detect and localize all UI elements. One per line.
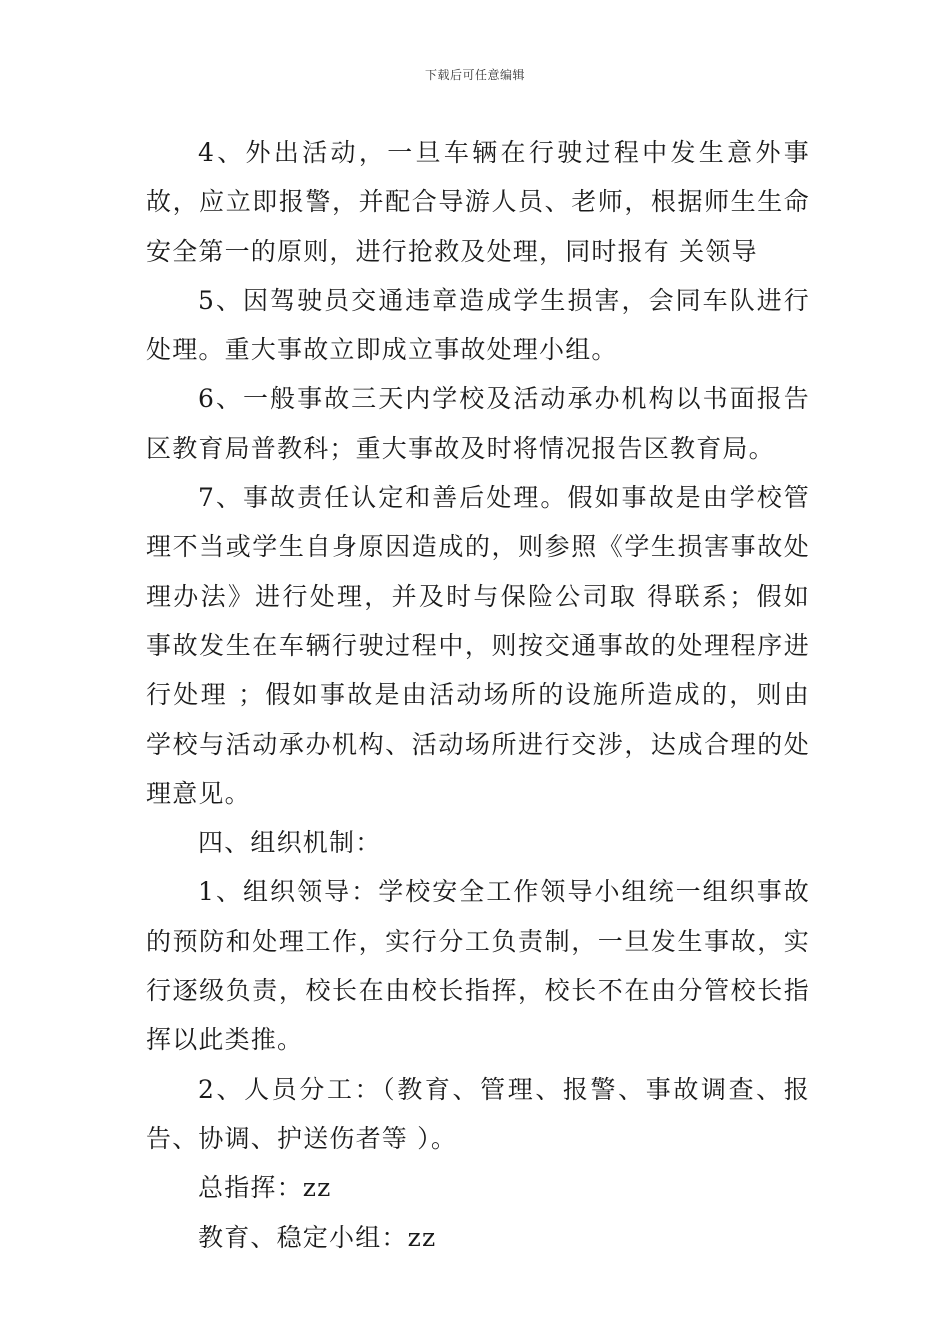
paragraph-organization-leadership: 1、组织领导：学校安全工作领导小组统一组织事故的预防和处理工作，实行分工负责制，一旦发生事故，实行逐级负责，校长在由校长指挥，校长不在由分管校长指挥以此类推。 <box>146 877 810 1055</box>
paragraph-item-5: 5、因驾驶员交通违章造成学生损害，会同车队进行处理。重大事故立即成立事故处理小组。 <box>146 285 810 365</box>
paragraph-item-7: 7、事故责任认定和善后处理。假如事故是由学校管理不当或学生自身原因造成的，则参照《学生损害事故处理办法》进行处理，并及时与保险公司取 得联系；假如事故发生在车辆行驶过程中，则按交通事故的处理程序进行处理 ；假如事故是由活动场所的设施所造成的，则由学校与活动承办机构、活动场所进行交涉，达成合理的处理意见。 <box>146 483 810 808</box>
page-header: 下载后可任意编辑 <box>424 68 525 82</box>
paragraph-item-4: 4、外出活动，一旦车辆在行驶过程中发生意外事故，应立即报警，并配合导游人员、老师，根据师生生命安全第一的原则，进行抢救及处理，同时报有 关领导 <box>146 138 810 266</box>
paragraph-education-group: 教育、稳定小组：zz <box>198 1222 437 1252</box>
section-heading: 四、组织机制： <box>198 828 382 858</box>
paragraph-commander: 总指挥：zz <box>198 1173 332 1203</box>
paragraph-staff-division: 2、人员分工：（教育、管理、报警、事故调查、报告、协调、护送伤者等 ）。 <box>146 1074 810 1153</box>
document-body <box>146 128 810 1262</box>
paragraph-item-6: 6、一般事故三天内学校及活动承办机构以书面报告区教育局普教科；重大事故及时将情况报告区教育局。 <box>146 384 810 463</box>
